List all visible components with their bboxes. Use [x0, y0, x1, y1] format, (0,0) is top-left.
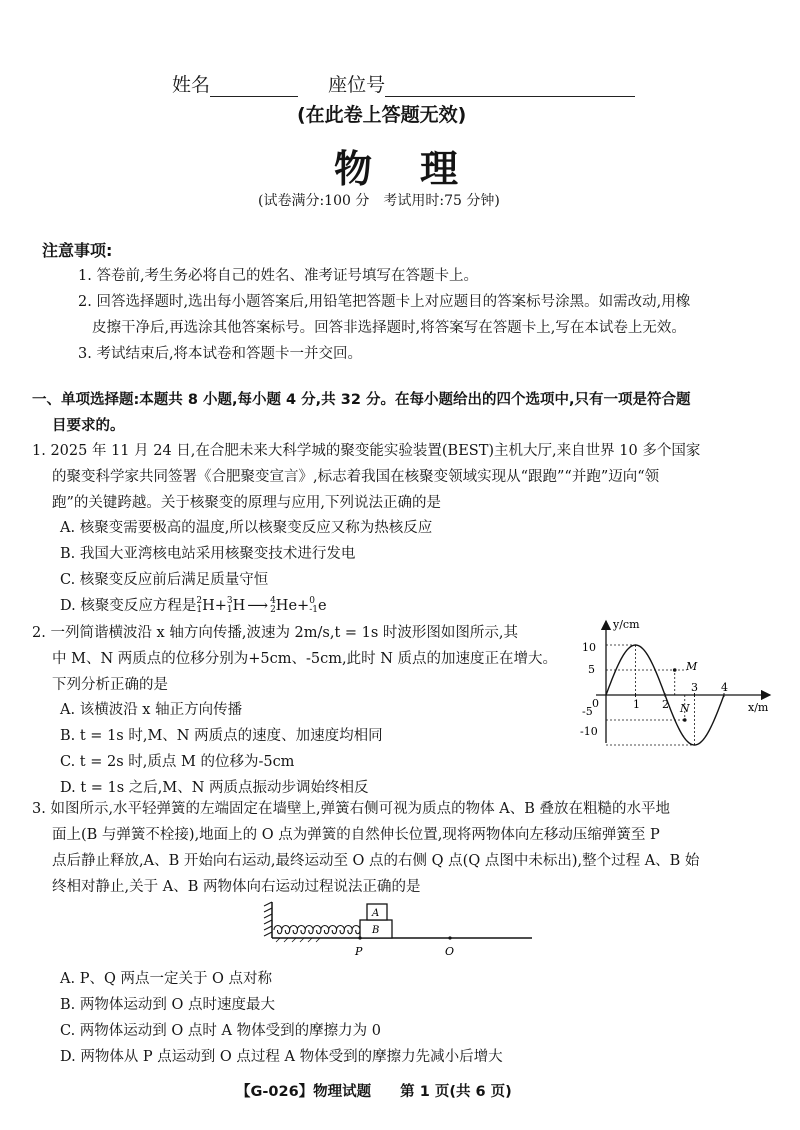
q3-stem-line-4: 终相对静止,关于 A、B 两物体向右运动过程说法正确的是 [52, 879, 421, 895]
section-heading-cont: 目要求的。 [52, 418, 125, 434]
x-tick-4: 4 [721, 681, 728, 694]
point-n-marker [683, 718, 687, 722]
notice-item-2: 2. 回答选择题时,选出每小题答案后,用铅笔把答题卡上对应题目的答案标号涂黑。如需改动,用橡 [78, 294, 691, 310]
point-m-label: M [686, 660, 698, 673]
candidate-info [172, 70, 635, 97]
y-tick-5: 5 [588, 663, 595, 676]
q3-stem-line-3: 点后静止释放,A、B 开始向右运动,最终运动至 O 点的右侧 Q 点(Q 点图中未标出),整个过程 A、B 始 [52, 853, 700, 869]
spring-figure [262, 900, 542, 962]
name-label: 姓名 [172, 74, 211, 96]
wave-x-label: x/m [748, 701, 769, 714]
q1-stem-line-1: 1. 2025 年 11 月 24 日,在合肥未来大科学城的聚变能实验装置(BEST)主机大厅,来自世界 10 多个国家 [32, 443, 701, 459]
point-o-label: O [445, 945, 455, 958]
seat-label: 座位号 [328, 74, 386, 96]
x-tick-2: 2 [662, 698, 669, 711]
q3-option-c: C. 两物体运动到 O 点时 A 物体受到的摩擦力为 0 [60, 1023, 381, 1039]
spring [274, 926, 360, 934]
notice-item-1: 1. 答卷前,考生务必将自己的姓名、准考证号填写在答题卡上。 [78, 268, 479, 284]
q1-option-b: B. 我国大亚湾核电站采用核聚变技术进行发电 [60, 546, 356, 562]
point-o-dot [448, 936, 451, 939]
page-title: 物理 [334, 147, 507, 191]
q2-option-d: D. t = 1s 之后,M、N 两质点振动步调始终相反 [60, 780, 369, 796]
seat-blank[interactable] [385, 78, 635, 97]
name-blank[interactable] [210, 78, 298, 97]
wave-y-label: y/cm [613, 618, 640, 631]
point-m-marker [673, 668, 677, 672]
q2-stem-line-1: 2. 一列简谐横波沿 x 轴方向传播,波速为 2m/s,t = 1s 时波形图如图所示,其 [32, 625, 519, 641]
q2-stem-line-3: 下列分析正确的是 [52, 677, 168, 693]
q1-stem-line-2: 的聚变科学家共同签署《合肥聚变宣言》,标志着我国在核聚变领域实现从“跟跑”“并跑”迈向“领 [52, 469, 660, 485]
q3-option-d: D. 两物体从 P 点运动到 O 点过程 A 物体受到的摩擦力先减小后增大 [60, 1049, 503, 1065]
invalid-note: (在此卷上答题无效) [297, 104, 467, 126]
q1-stem-line-3: 跑”的关键跨越。关于核聚变的原理与应用,下列说法正确的是 [52, 495, 442, 511]
exam-info: (试卷满分:100 分 考试用时:75 分钟) [258, 193, 500, 209]
point-n-label: N [680, 702, 690, 715]
y-tick-neg5: -5 [582, 705, 593, 718]
wave-graph [580, 615, 780, 750]
x-tick-3: 3 [691, 681, 698, 694]
y-tick-10: 10 [582, 641, 596, 654]
notice-heading: 注意事项: [42, 241, 113, 260]
point-p-label: P [355, 945, 363, 958]
q1-option-c: C. 核聚变反应前后满足质量守恒 [60, 572, 269, 588]
q2-option-a: A. 该横波沿 x 轴正方向传播 [60, 702, 243, 718]
section-heading: 一、单项选择题:本题共 8 小题,每小题 4 分,共 32 分。在每小题给出的四个选项中,只有一项是符合题 [32, 392, 691, 408]
q3-option-b: B. 两物体运动到 O 点时速度最大 [60, 997, 275, 1013]
q3-stem-line-2: 面上(B 与弹簧不栓接),地面上的 O 点为弹簧的自然伸长位置,现将两物体向左移动压缩弹簧至 P [52, 827, 660, 843]
x-tick-1: 1 [633, 698, 640, 711]
q1-option-d: D. 核聚变反应方程是 2 1 H+ 3 1 H ⟶ 4 2 He+ 0 -1 e [60, 596, 327, 615]
q2-option-b: B. t = 1s 时,M、N 两质点的速度、加速度均相同 [60, 728, 383, 744]
q3-option-a: A. P、Q 两点一定关于 O 点对称 [60, 971, 273, 987]
q3-stem-line-1: 3. 如图所示,水平轻弹簧的左端固定在墙壁上,弹簧右侧可视为质点的物体 A、B 叠放在粗糙的水平地 [32, 801, 671, 817]
block-a-label: A [372, 908, 380, 919]
point-p-dot [358, 936, 361, 939]
q2-stem-line-2: 中 M、N 两质点的位移分别为+5cm、-5cm,此时 N 质点的加速度正在增大。 [52, 651, 558, 667]
block-b-label: B [372, 925, 380, 936]
q1-option-a: A. 核聚变需要极高的温度,所以核聚变反应又称为热核反应 [60, 520, 433, 536]
wall-hatching [264, 902, 272, 936]
q2-option-c: C. t = 2s 时,质点 M 的位移为-5cm [60, 754, 295, 770]
y-tick-neg10: -10 [580, 725, 598, 738]
notice-item-2-cont: 皮擦干净后,再选涂其他答案标号。回答非选择题时,将答案写在答题卡上,写在本试卷上无效。 [92, 320, 686, 336]
page-footer: 【G-026】物理试题 第 1 页(共 6 页) [236, 1084, 512, 1100]
y-tick-0: 0 [592, 697, 599, 710]
notice-item-3: 3. 考试结束后,将本试卷和答题卡一并交回。 [78, 346, 363, 362]
